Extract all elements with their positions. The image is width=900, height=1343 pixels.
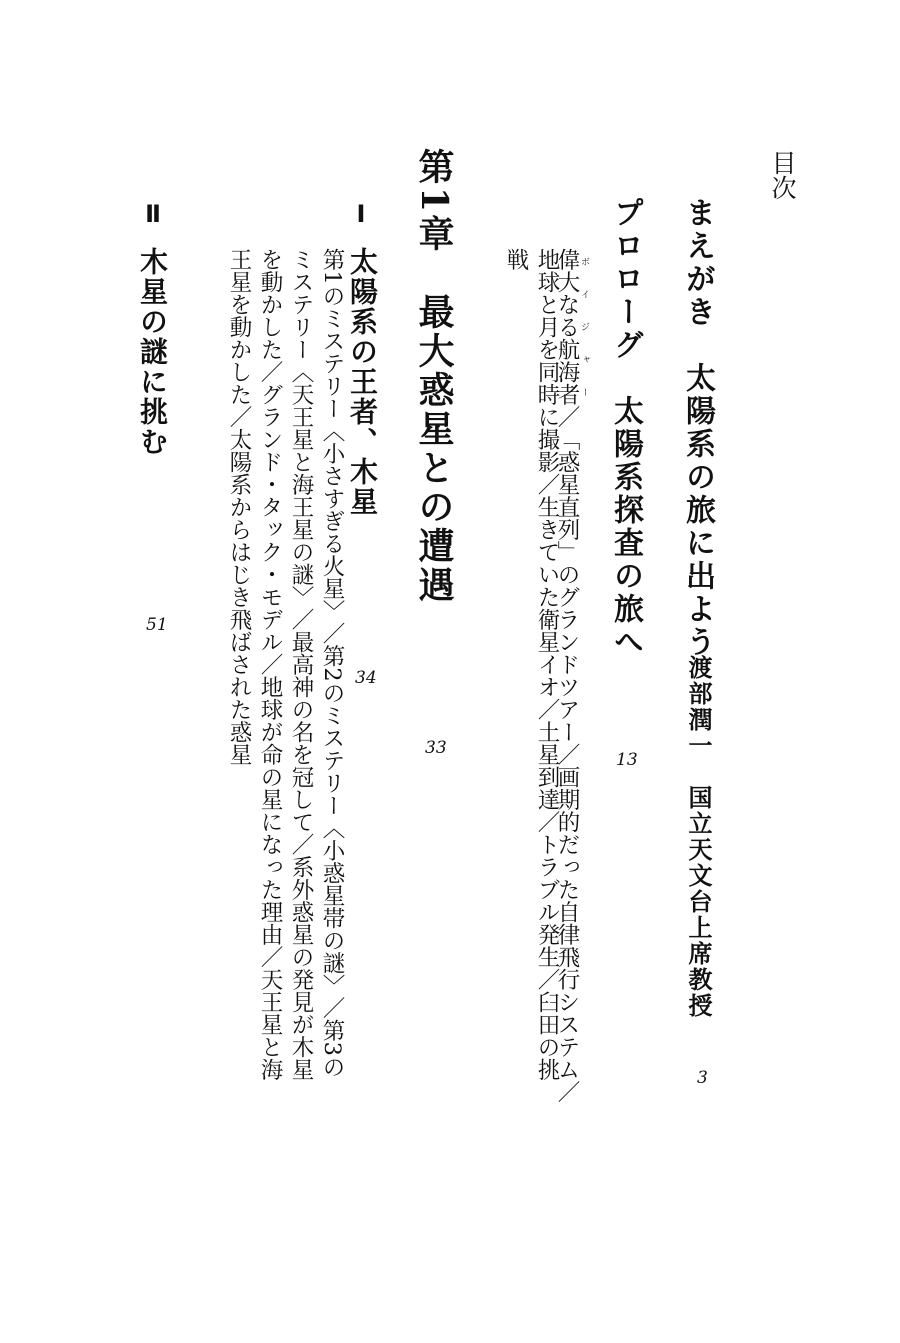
chapter1-page: 33 xyxy=(425,738,447,758)
section1-desc-line-3: を動かした／グランド・タック・モデル／地球が命の星になった理由／天王星と海 xyxy=(257,248,283,1081)
chapter1-title[interactable]: 第1章 最大惑星との遭遇 xyxy=(413,148,455,606)
prologue-desc-line-1: 偉大なる航海者 ボイジャー／「惑星直列」のグランドツアー／画期的だった自律飛行システム／ xyxy=(554,248,589,1103)
foreword-page: 3 xyxy=(697,1068,708,1088)
prologue-desc-line-2: 地球と月を同時に撮影／生きていた衛星イオ／土星到達／トラブル発生／臼田の挑 xyxy=(534,248,560,1081)
prologue-desc-line-3: 戦 xyxy=(503,248,529,271)
toc-label: 目次 xyxy=(768,150,797,200)
section1-marker: Ⅰ xyxy=(347,200,375,228)
prologue-title-prefix: プロローグ xyxy=(608,197,643,395)
section1-desc-line-2: ミステリー〈天王星と海王星の謎〉／最高神の名を冠して／系外惑星の発見が木星 xyxy=(288,248,314,1081)
section2-title[interactable]: 木星の謎に挑む xyxy=(136,247,169,457)
foreword-author: 渡部潤一 国立天文台上席教授 xyxy=(684,655,712,1019)
prologue-title[interactable] xyxy=(608,197,643,659)
foreword-title[interactable]: まえがき 太陽系の旅に出よう xyxy=(680,197,715,659)
section1-desc-line-1: 第1のミステリー〈小さすぎる火星〉／第2のミステリー〈小惑星帯の謎〉／第3の xyxy=(319,248,345,1079)
prologue-title-main: 太陽系探査の旅へ xyxy=(608,395,643,659)
voyager-ruby: 偉大なる航海者 ボイジャー xyxy=(554,248,589,406)
section1-title[interactable]: 太陽系の王者、木星 xyxy=(346,247,379,517)
prologue-page: 13 xyxy=(616,750,638,770)
section1-desc-line-4: 王星を動かした／太陽系からはじき飛ばされた惑星 xyxy=(226,248,252,766)
section2-marker: Ⅱ xyxy=(139,200,167,228)
section1-page: 34 xyxy=(355,668,377,688)
section2-page: 51 xyxy=(146,615,168,635)
